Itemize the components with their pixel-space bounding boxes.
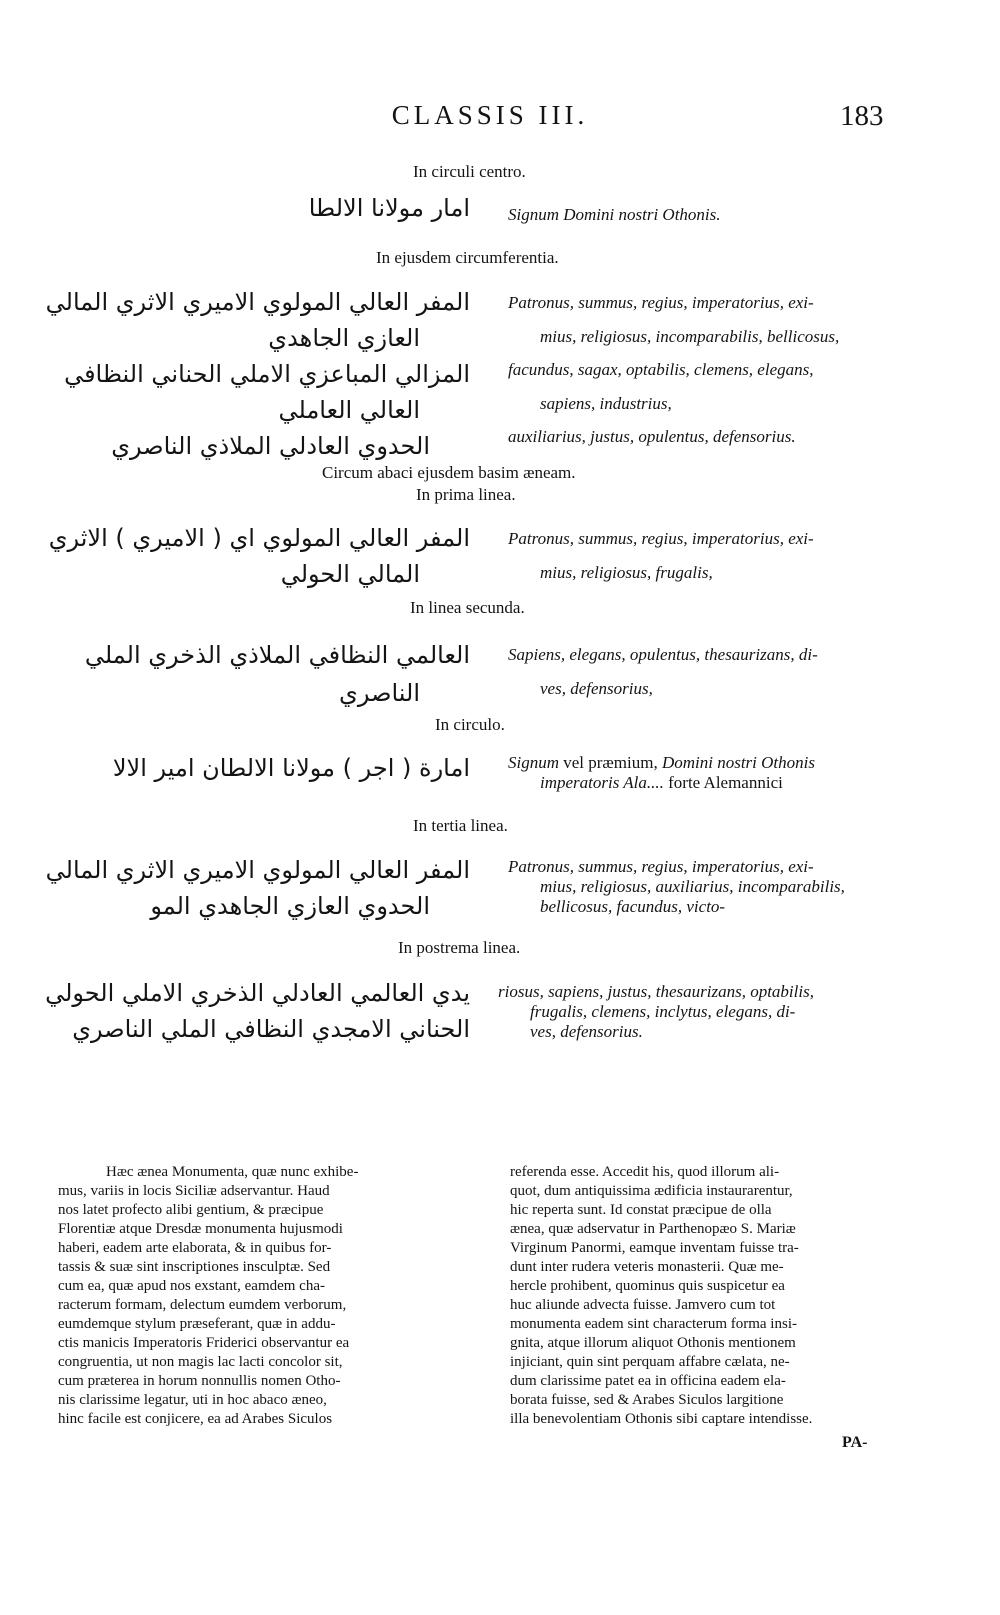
arabic-line: الحدوي العازي الجاهدي المو [150,892,430,920]
commentary-line: dunt inter rudera veteris monasterii. Quæ me- [510,1259,784,1275]
commentary-line: mus, variis in locis Siciliæ adservantur. Haud [58,1183,330,1199]
latin-translation [508,522,814,590]
arabic-line: العازي الجاهدي [268,324,420,352]
latin-line: Signum Domini nostri Othonis. [508,205,721,224]
latin-line: bellicosus, facundus, victo- [540,897,726,916]
latin-translation [508,638,818,706]
arabic-line: العالي العاملي [278,396,420,424]
commentary-line: referenda esse. Accedit his, quod illorum ali- [510,1164,780,1180]
latin-line: mius, religiosus, incomparabilis, bellicosus, [540,326,840,346]
latin-plain-text: forte Alemannici [668,773,783,792]
arabic-line: المفر العالي المولوي الاميري الاثري المالي [45,288,470,316]
commentary-line: Hæc ænea Monumenta, quæ nunc exhibe- [106,1164,359,1180]
section-caption: In tertia linea. [413,816,508,835]
latin-line: ves, defensorius. [530,1022,643,1041]
commentary-line: hic reperta sunt. Id constat præcipue de olla [510,1202,772,1218]
latin-line [508,773,815,793]
catchword: PA- [842,1434,868,1451]
arabic-inscription [309,192,470,224]
commentary-line: Virginum Panormi, eamque inventam fuisse tra- [510,1240,799,1256]
latin-line: ves, defensorius, [540,679,653,698]
commentary-line: cum ea, quæ apud nos exstant, eamdem cha- [58,1278,325,1294]
latin-line: frugalis, clemens, inclytus, elegans, di- [530,1002,796,1021]
arabic-line: المفر العالي المولوي الاميري الاثري المالي [45,856,470,884]
latin-plain-text: vel præmium, [563,753,658,772]
commentary-right-column [510,1163,905,1429]
arabic-line: المالي الحولي [280,560,420,588]
section-caption: In postrema linea. [398,938,521,957]
arabic-inscription [45,975,470,1047]
latin-line: Patronus, summus, regius, imperatorius, exi- [508,857,814,876]
commentary-line: ænea, quæ adservatur in Parthenopæo S. Mariæ [510,1221,796,1237]
arabic-line: الحناني الامجدي النظافي الملي الناصري [72,1015,470,1043]
latin-line: Patronus, summus, regius, imperatorius, exi- [508,529,814,548]
commentary-line: ctis manicis Imperatoris Friderici observantur ea [58,1335,350,1351]
latin-line: Patronus, summus, regius, imperatorius, exi- [508,293,814,312]
commentary-line: haberi, eadem arte elaborata, & in quibus for- [58,1240,332,1256]
arabic-line: امارة ( اجر ) مولانا الالطان امير الالا [112,754,470,782]
commentary-line: Florentiæ atque Dresdæ monumenta hujusmodi [58,1221,343,1237]
page-number: 183 [840,100,884,132]
commentary-line: cum præterea in horum nonnullis nomen Otho- [58,1373,341,1389]
commentary-line: quot, dum antiquissima ædificia instaurarentur, [510,1183,793,1199]
latin-translation [508,286,839,454]
arabic-inscription [49,520,470,592]
arabic-line: المفر العالي المولوي اي ( الاميري ) الاثري [48,524,470,552]
section-caption: In linea secunda. [410,598,525,617]
arabic-line: المزالي المباعزي الاملي الحناني النظافي [64,360,470,388]
commentary-line: tassis & suæ sint inscriptiones insculptæ. Sed [58,1259,331,1275]
arabic-line: العالمي النظافي الملاذي الذخري الملي [84,641,470,669]
commentary-left-column [58,1163,458,1429]
commentary-line: injiciant, quin sint perquam affabre cælata, ne- [510,1354,790,1370]
latin-translation [498,982,814,1042]
latin-line: facundus, sagax, optabilis, clemens, elegans, [508,360,814,379]
arabic-line: يدي العالمي العادلي الذخري الاملي الحولي [45,979,470,1007]
commentary-line: nis clarissime legatur, uti in hoc abaco æneo, [58,1392,327,1408]
section-caption: In circuli centro. [413,162,526,181]
latin-translation [508,753,815,793]
latin-line: sapiens, industrius, [540,393,672,413]
commentary-line: racterum formam, delectum eumdem verborum, [58,1297,347,1313]
section-subcaption: In prima linea. [416,485,516,504]
latin-word: Signum [508,753,559,772]
commentary-line: congruentia, ut non magis lac lacti concolor sit, [58,1354,343,1370]
commentary-line: monumenta eadem sint characterum forma insi- [510,1316,797,1332]
commentary-line: illa benevolentiam Othonis sibi captare intendisse. [510,1411,813,1427]
latin-word: imperatoris Ala.... [540,773,664,792]
commentary-line: dum clarissime patet ea in officina eadem ela- [510,1373,786,1389]
arabic-inscription [46,852,470,924]
latin-line: riosus, sapiens, justus, thesaurizans, optabilis, [498,982,814,1001]
latin-line: Sapiens, elegans, opulentus, thesaurizans, di- [508,645,818,664]
latin-line: mius, religiosus, auxiliarius, incomparabilis, [540,877,845,896]
commentary-line: eumdemque stylum præseferant, quæ in addu- [58,1316,336,1332]
commentary-line: nos latet profecto alibi gentium, & præcipue [58,1202,324,1218]
arabic-inscription [113,752,470,784]
latin-line: auxiliarius, justus, opulentus, defensorius. [508,427,796,446]
section-caption: Circum abaci ejusdem basim æneam. [322,463,576,482]
commentary-line: gnita, atque illorum aliquot Othonis mentionem [510,1335,796,1351]
latin-translation [508,198,721,232]
arabic-inscription [46,284,470,464]
section-caption: In ejusdem circumferentia. [376,248,559,267]
commentary-line: huc aliunde advecta fuisse. Jamvero cum tot [510,1297,776,1313]
arabic-line: امار مولانا الالطا [308,194,470,222]
commentary-line: hercle prohibent, quominus quis suspicetur ea [510,1278,785,1294]
commentary-line: borata fuisse, sed & Arabes Siculos largitione [510,1392,784,1408]
commentary-line: hinc facile est conjicere, ea ad Arabes Siculos [58,1411,333,1427]
arabic-line: الناصري [339,679,420,707]
latin-line: mius, religiosus, frugalis, [540,563,713,582]
latin-line [508,753,815,773]
latin-translation [508,857,845,917]
arabic-line: الحدوي العادلي الملاذي الناصري [111,432,430,460]
running-title: CLASSIS III. [391,100,589,130]
section-caption: In circulo. [435,715,505,734]
arabic-inscription [85,636,470,712]
latin-word: Domini nostri Othonis [661,753,815,772]
